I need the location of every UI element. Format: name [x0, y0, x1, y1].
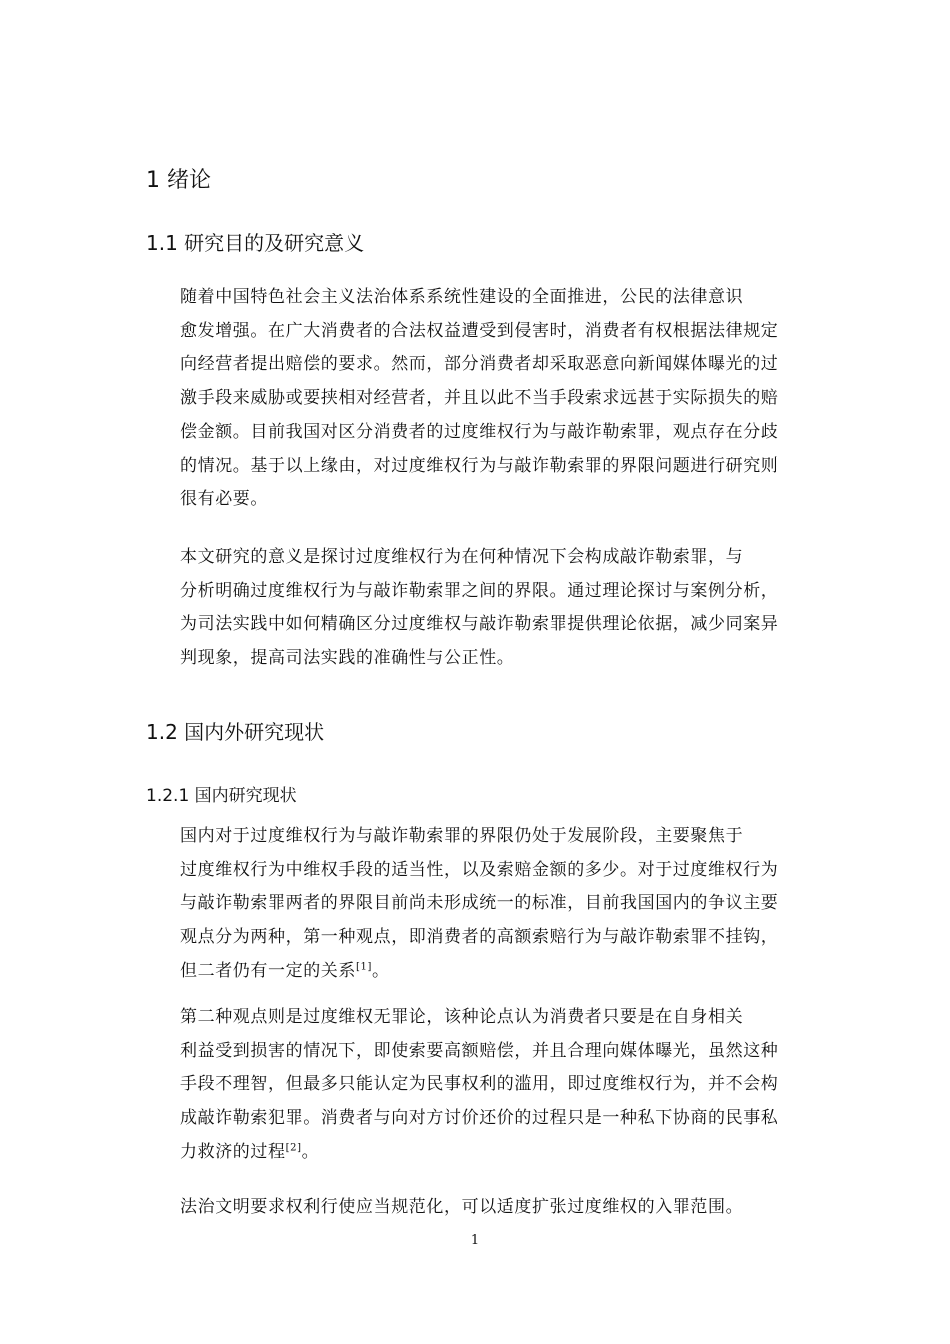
subsection-heading-1-2-1: 1.2.1 国内研究现状 [146, 786, 297, 806]
citation-1[interactable]: [1] [356, 961, 372, 973]
text-line: 过度维权行为中维权手段的适当性，以及索赔金额的多少。对于过度维权行为 [180, 859, 779, 880]
text-line: 手段不理智，但最多只能认定为民事权利的滥用，即过度维权行为，并不会构 [180, 1074, 779, 1095]
chapter-title: 1 绪论 [146, 168, 211, 193]
text-fragment: 。 [371, 960, 390, 981]
text-line: 很有必要。 [180, 489, 268, 510]
text-line: 国内对于过度维权行为与敲诈勒索罪的界限仍处于发展阶段，主要聚焦于 [180, 826, 744, 846]
text-line: 的情况。基于以上缘由，对过度维权行为与敲诈勒索罪的界限问题进行研究则 [180, 455, 779, 476]
paragraph-domestic-status [146, 820, 806, 989]
text-line: 向经营者提出赔偿的要求。然而，部分消费者却采取恶意向新闻媒体曝光的过 [180, 354, 779, 375]
section-heading-1-1: 1.1 研究目的及研究意义 [146, 231, 365, 255]
text-line: 偿金额。目前我国对区分消费者的过度维权行为与敲诈勒索罪，观点存在分歧 [180, 421, 779, 442]
text-line: 第二种观点则是过度维权无罪论，该种论点认为消费者只要是在自身相关 [180, 1007, 744, 1027]
page-number: 1 [470, 1233, 480, 1248]
text-line: 观点分为两种，第一种观点，即消费者的高额索赔行为与敲诈勒索罪不挂钩， [180, 927, 779, 948]
text-line: 随着中国特色社会主义法治体系系统性建设的全面推进，公民的法律意识 [180, 287, 744, 307]
text-line: 本文研究的意义是探讨过度维权行为在何种情况下会构成敲诈勒索罪，与 [180, 547, 744, 567]
text-fragment: 。 [301, 1141, 320, 1162]
paragraph-rule-of-law [146, 1191, 806, 1225]
citation-2[interactable]: [2] [285, 1142, 302, 1154]
paragraph-research-purpose [146, 281, 806, 517]
text-line: 愈发增强。在广大消费者的合法权益遭受到侵害时，消费者有权根据法律规定 [180, 320, 779, 341]
text-line: 分析明确过度维权行为与敲诈勒索罪之间的界限。通过理论探讨与案例分析， [180, 580, 779, 601]
text-line: 激手段来威胁或要挟相对经营者，并且以此不当手段索求远甚于实际损失的赔 [180, 388, 779, 409]
text-line: 成敲诈勒索犯罪。消费者与向对方讨价还价的过程只是一种私下协商的民事私 [180, 1108, 779, 1129]
text-line: 法治文明要求权利行使应当规范化，可以适度扩张过度维权的入罪范围。 [180, 1197, 744, 1217]
paragraph-second-view [146, 1001, 806, 1170]
section-heading-1-2: 1.2 国内外研究现状 [146, 720, 325, 744]
text-line: 利益受到损害的情况下，即使索要高额赔偿，并且合理向媒体曝光，虽然这种 [180, 1040, 779, 1061]
text-fragment: 但二者仍有一定的关系 [180, 960, 356, 981]
text-fragment: 力救济的过程 [180, 1141, 286, 1162]
text-line: 为司法实践中如何精确区分过度维权与敲诈勒索罪提供理论依据，减少同案异 [180, 614, 779, 635]
text-line: 与敲诈勒索罪两者的界限目前尚未形成统一的标准，目前我国国内的争议主要 [180, 893, 779, 914]
text-line-with-citation [146, 955, 806, 989]
text-line: 判现象，提高司法实践的准确性与公正性。 [180, 648, 515, 669]
paragraph-research-significance [146, 541, 806, 676]
text-line-with-citation [146, 1136, 806, 1170]
